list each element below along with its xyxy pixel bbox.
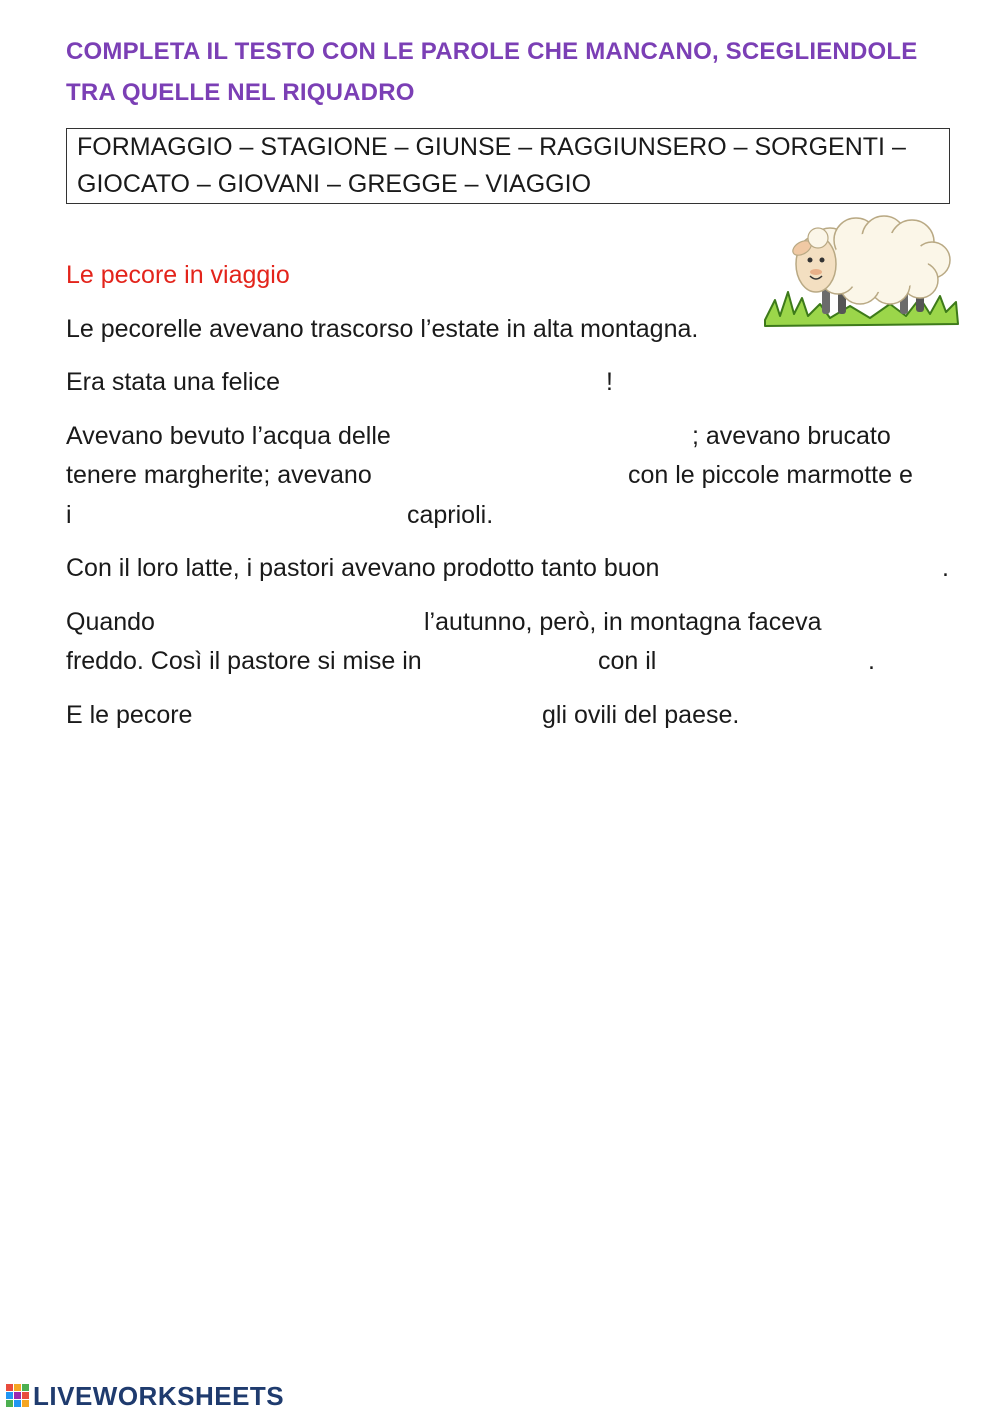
blank-formaggio[interactable] — [742, 554, 942, 586]
blank-giovani[interactable] — [80, 501, 406, 533]
sentence-3-part-a: Avevano bevuto l’acqua delle — [66, 422, 391, 450]
sentence-4-end: . — [942, 554, 949, 582]
blank-raggiunsero[interactable] — [206, 701, 540, 733]
sentence-6-start: E le pecore — [66, 701, 193, 729]
blank-giocato[interactable] — [414, 461, 628, 493]
sentence-3-part-b: ; avevano brucato — [692, 422, 891, 450]
sentence-1: Le pecorelle avevano trascorso l’estate in alta montagna. — [66, 315, 699, 343]
instructions-line-1: COMPLETA IL TESTO CON LE PAROLE CHE MANCANO, SCEGLIENDOLE — [66, 38, 918, 65]
word-bank-box — [66, 128, 950, 204]
story-title: Le pecore in viaggio — [66, 261, 290, 289]
blank-viaggio[interactable] — [460, 647, 598, 679]
sentence-4-start: Con il loro latte, i pastori avevano prodotto tanto buon — [66, 554, 660, 582]
sentence-2-start: Era stata una felice — [66, 368, 281, 396]
sheep-illustration — [760, 212, 960, 330]
sentence-2-end: ! — [606, 368, 613, 396]
liveworksheets-brand: LIVEWORKSHEETS — [33, 1380, 285, 1411]
sentence-3-part-e: i — [66, 501, 72, 529]
liveworksheets-logo-icon — [6, 1384, 30, 1408]
sentence-3-part-c: tenere margherite; avevano — [66, 461, 372, 489]
blank-giunse[interactable] — [170, 608, 422, 640]
blank-stagione[interactable] — [304, 368, 608, 400]
word-bank-line-1: FORMAGGIO – STAGIONE – GIUNSE – RAGGIUNSERO – SORGENTI – — [77, 133, 906, 161]
instructions-line-2: TRA QUELLE NEL RIQUADRO — [66, 79, 415, 106]
liveworksheets-logo[interactable] — [6, 1381, 284, 1411]
word-bank-line-2: GIOCATO – GIOVANI – GREGGE – VIAGGIO — [77, 170, 592, 198]
sentence-5-part-e: . — [868, 647, 875, 675]
sentence-5-part-b: l’autunno, però, in montagna faceva — [424, 608, 822, 636]
blank-gregge[interactable] — [668, 647, 868, 679]
sentence-5-part-a: Quando — [66, 608, 155, 636]
sentence-5-part-c: freddo. Così il pastore si mise in — [66, 647, 422, 675]
sentence-5-part-d: con il — [598, 647, 657, 675]
blank-sorgenti[interactable] — [432, 422, 692, 454]
sentence-6-end: gli ovili del paese. — [542, 701, 740, 729]
sentence-3-part-f: caprioli. — [407, 501, 494, 529]
sentence-3-part-d: con le piccole marmotte e — [628, 461, 913, 489]
